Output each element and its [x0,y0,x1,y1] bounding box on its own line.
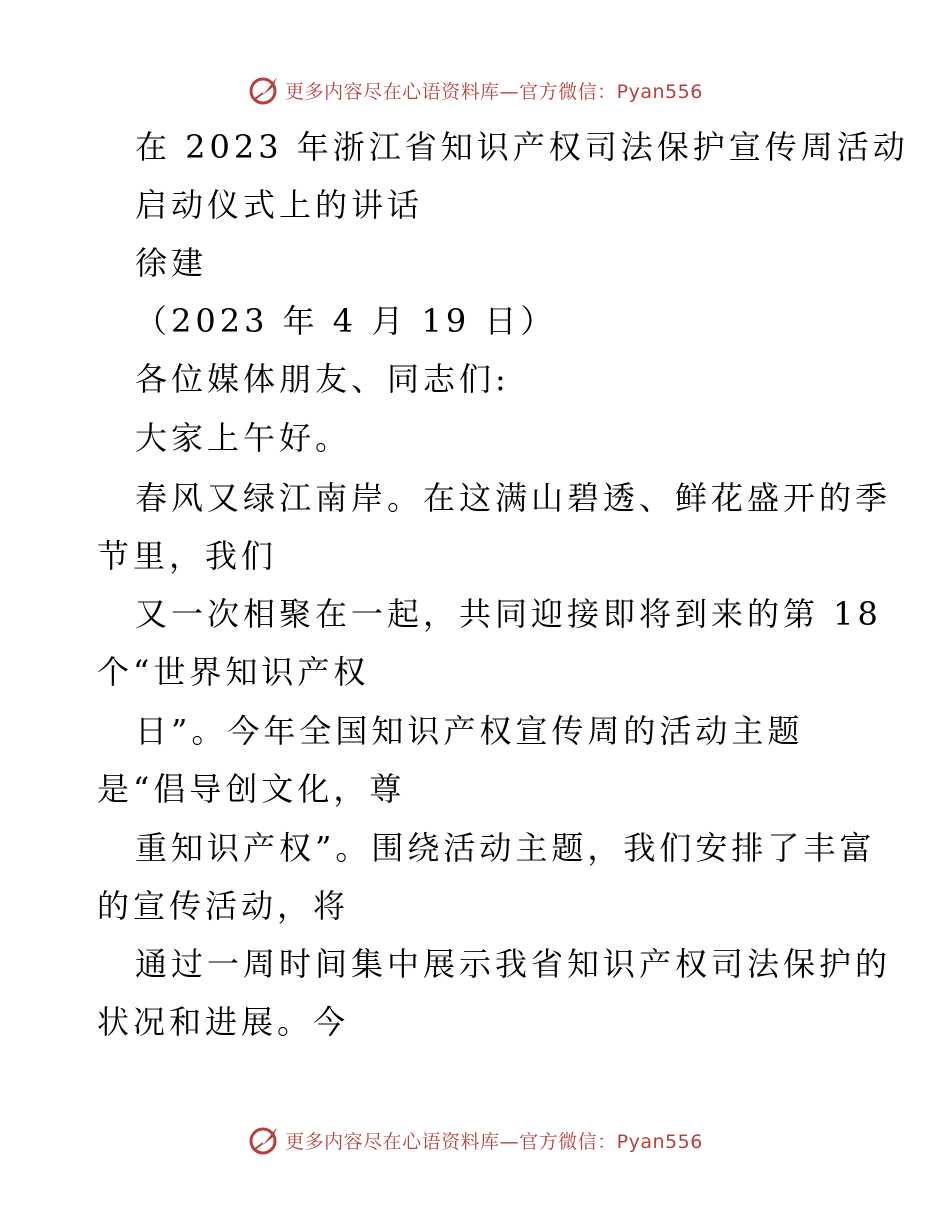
body-line: 又一次相聚在一起，共同迎接即将到来的第 18 [135,595,882,633]
body-line: 通过一周时间集中展示我省知识产权司法保护的 [135,945,892,983]
body-line: 是“倡导创文化，尊 [97,770,406,808]
quill-logo-icon [247,73,281,107]
body-line: 日”。今年全国知识产权宣传周的活动主题 [135,712,804,750]
body-line: 状况和进展。今 [97,1003,350,1041]
title-line-1: 在 2023 年浙江省知识产权司法保护宣传周活动 [135,128,909,166]
body-line: 个“世界知识产权 [97,653,370,691]
body-line: 春风又绿江南岸。在这满山碧透、鲜花盛开的季 [135,479,892,517]
salutation: 各位媒体朋友、同志们: [135,360,510,398]
greeting: 大家上午好。 [135,419,352,457]
body-line: 节里，我们 [97,537,278,575]
author: 徐建 [135,244,208,282]
body-line: 的宣传活动，将 [97,887,350,925]
watermark-header [0,70,950,110]
watermark-footer [0,1120,950,1160]
quill-logo-icon [247,1123,281,1157]
title-line-2: 启动仪式上的讲话 [135,186,424,224]
watermark-text: 更多内容尽在心语资料库—官方微信：Pyan556 [285,1130,703,1153]
watermark-text: 更多内容尽在心语资料库—官方微信：Pyan556 [285,80,703,103]
body-line: 重知识产权”。围绕活动主题，我们安排了丰富 [135,829,876,867]
date: （2023 年 4 月 19 日） [135,302,557,340]
